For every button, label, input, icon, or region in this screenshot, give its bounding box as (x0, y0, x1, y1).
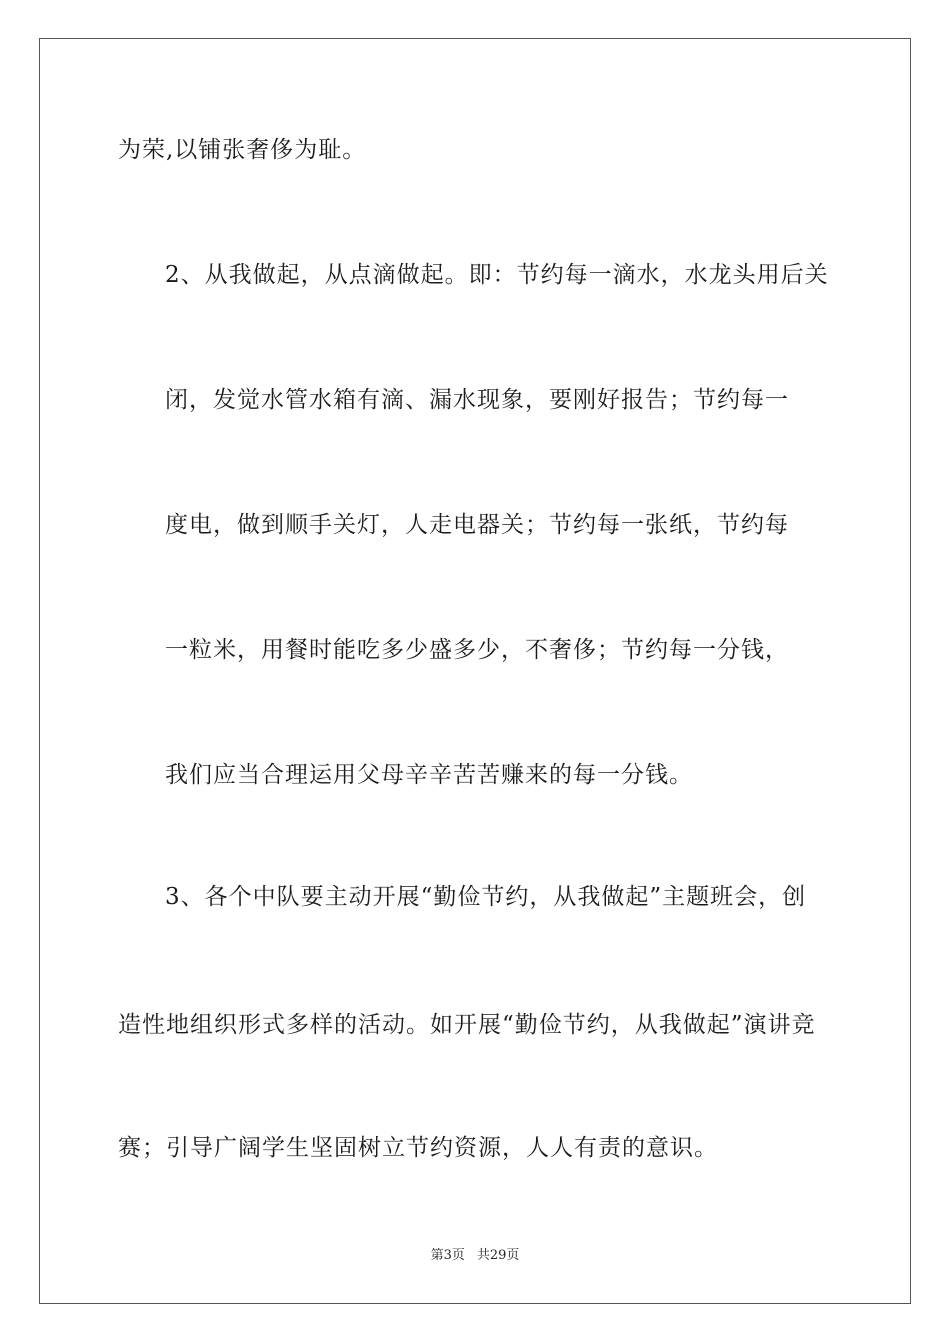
text-line: 3、各个中队要主动开展“勤俭节约，从我做起”主题班会，创 (165, 884, 807, 910)
text-line: 2、从我做起，从点滴做起。即：节约每一滴水，水龙头用后关 (165, 262, 829, 288)
page-number: 第3页 (430, 1248, 465, 1263)
text-line: 造性地组织形式多样的活动。如开展“勤俭节约，从我做起”演讲竞 (118, 1012, 816, 1038)
text-line: 度电，做到顺手关灯，人走电器关；节约每一张纸，节约每 (165, 512, 789, 538)
page-total: 共29页 (476, 1248, 520, 1263)
page-footer (0, 1248, 950, 1264)
text-line: 赛；引导广阔学生坚固树立节约资源，人人有责的意识。 (118, 1135, 718, 1161)
text-line: 一粒米，用餐时能吃多少盛多少，不奢侈；节约每一分钱， (165, 637, 789, 663)
page-frame (39, 38, 911, 1304)
text-line: 闭，发觉水管水箱有滴、漏水现象，要刚好报告；节约每一 (165, 387, 789, 413)
text-line: 我们应当合理运用父母辛辛苦苦赚来的每一分钱。 (165, 762, 693, 788)
text-line: 为荣,以铺张奢侈为耻。 (118, 137, 367, 163)
